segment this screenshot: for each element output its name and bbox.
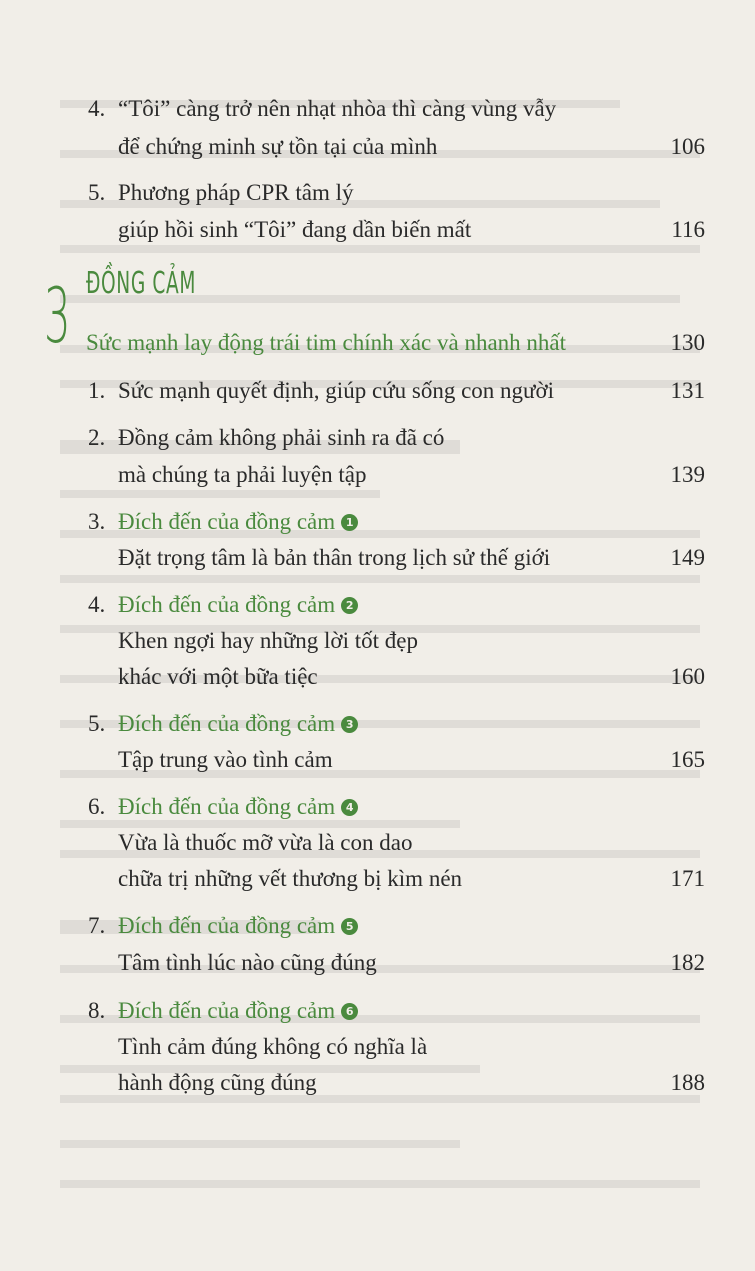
chapter-subtitle: Sức mạnh lay động trái tim chính xác và nhanh nhất xyxy=(86,330,567,355)
entry-heading-text: Đích đến của đồng cảm xyxy=(118,711,336,736)
entry-number: 1. xyxy=(88,378,106,403)
entry-title-line: khác với một bữa tiệc xyxy=(118,664,318,689)
entry-heading xyxy=(118,588,358,622)
entry-page-number: 149 xyxy=(670,545,705,570)
entry-number: 5. xyxy=(88,711,106,736)
circled-number-badge: 6 xyxy=(341,1003,358,1020)
entry-heading xyxy=(118,790,358,824)
entry-title-line: để chứng minh sự tồn tại của mình xyxy=(118,134,438,159)
entry-title-line: “Tôi” càng trở nên nhạt nhòa thì càng vùng vẫy xyxy=(118,96,557,121)
entry-page-number: 139 xyxy=(670,462,705,487)
entry-number: 8. xyxy=(88,998,106,1023)
entry-title-line: Tập trung vào tình cảm xyxy=(118,747,333,772)
circled-number-badge: 5 xyxy=(341,918,358,935)
entry-number: 6. xyxy=(88,794,106,819)
entry-heading xyxy=(118,994,358,1028)
entry-heading xyxy=(118,707,358,741)
circled-number-badge: 2 xyxy=(341,597,358,614)
entry-page-number: 131 xyxy=(670,378,705,403)
entry-heading-text: Đích đến của đồng cảm xyxy=(118,794,336,819)
entry-page-number: 182 xyxy=(670,950,705,975)
entry-title-line: mà chúng ta phải luyện tập xyxy=(118,462,367,487)
circled-number-badge: 3 xyxy=(341,716,358,733)
entry-title-line: Tình cảm đúng không có nghĩa là xyxy=(118,1034,428,1059)
entry-title-line: Đặt trọng tâm là bản thân trong lịch sử thế giới xyxy=(118,545,551,570)
entry-number: 7. xyxy=(88,913,106,938)
entry-number: 3. xyxy=(88,509,106,534)
entry-number: 4. xyxy=(88,592,106,617)
entry-title-line: hành động cũng đúng xyxy=(118,1070,317,1095)
entry-heading xyxy=(118,505,358,539)
circled-number-badge: 4 xyxy=(341,799,358,816)
entry-title-line: Sức mạnh quyết định, giúp cứu sống con người xyxy=(118,378,555,403)
entry-page-number: 116 xyxy=(671,217,705,242)
entry-title-line: Khen ngợi hay những lời tốt đẹp xyxy=(118,628,418,653)
entry-page-number: 188 xyxy=(670,1070,705,1095)
entry-title-line: Tâm tình lúc nào cũng đúng xyxy=(118,950,377,975)
circled-number-badge: 1 xyxy=(341,514,358,531)
entry-heading-text: Đích đến của đồng cảm xyxy=(118,913,336,938)
entry-heading-text: Đích đến của đồng cảm xyxy=(118,509,336,534)
entry-heading-text: Đích đến của đồng cảm xyxy=(118,998,336,1023)
entry-title-line: Phương pháp CPR tâm lý xyxy=(118,180,354,205)
entry-title-line: Đồng cảm không phải sinh ra đã có xyxy=(118,425,445,450)
entry-number: 4. xyxy=(88,96,106,121)
entry-number: 5. xyxy=(88,180,106,205)
entry-page-number: 106 xyxy=(670,134,705,159)
entry-page-number: 165 xyxy=(670,747,705,772)
entry-title-line: chữa trị những vết thương bị kìm nén xyxy=(118,866,463,891)
chapter-number: 3 xyxy=(44,271,71,360)
chapter-page-number: 130 xyxy=(670,330,705,355)
entry-page-number: 171 xyxy=(670,866,705,891)
entry-number: 2. xyxy=(88,425,106,450)
entry-title-line: giúp hồi sinh “Tôi” đang dần biến mất xyxy=(118,217,472,242)
entry-heading xyxy=(118,909,358,943)
entry-heading-text: Đích đến của đồng cảm xyxy=(118,592,336,617)
entry-page-number: 160 xyxy=(670,664,705,689)
chapter-title: ĐỒNG CẢM xyxy=(86,266,197,301)
entry-title-line: Vừa là thuốc mỡ vừa là con dao xyxy=(118,830,413,855)
